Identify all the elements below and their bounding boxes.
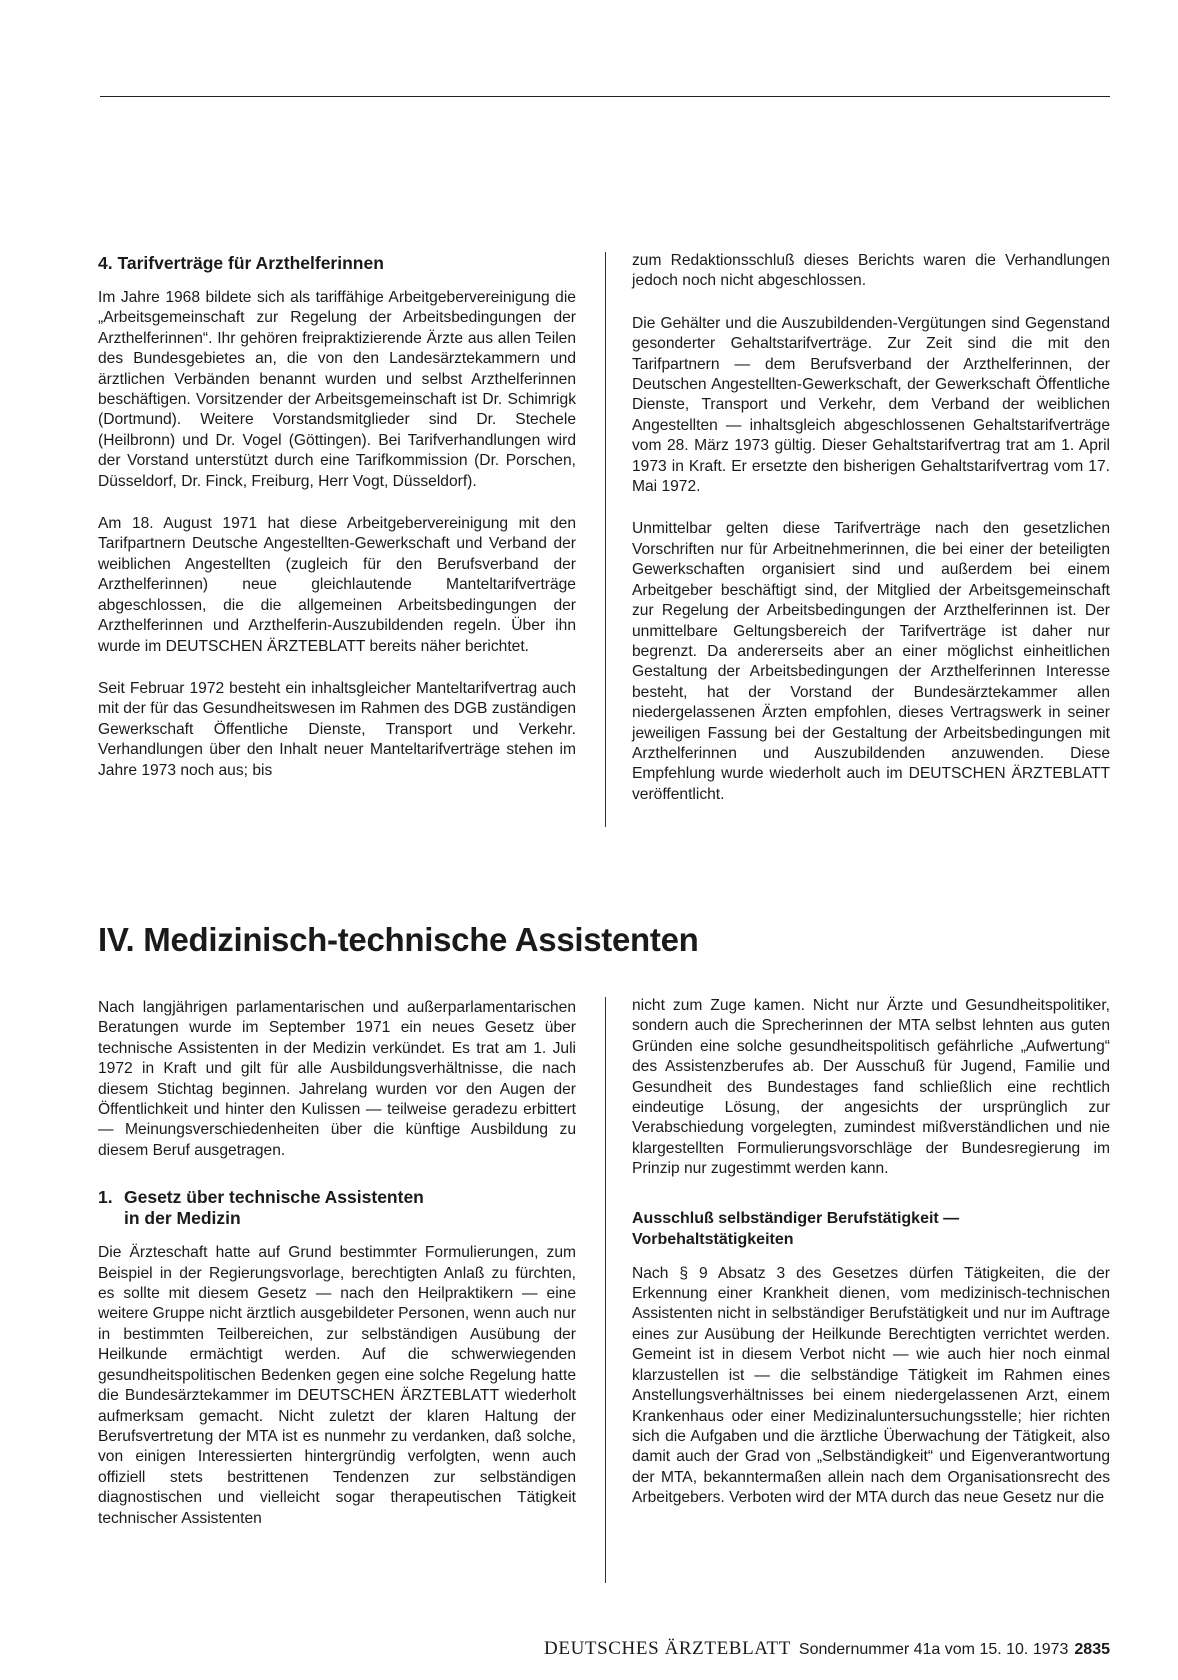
subsection2-heading-line1: Ausschluß selbständiger Berufstätigkeit — [632,1209,960,1227]
chapter-intro-paragraph: Nach langjährigen parlamentarischen und außerparlamentarischen Beratungen wurde im September 1971 ein neues Gesetz über technische Assistenten in der Medizin verkündet. Es trat am 1. Juli 1972 in Kraft und gilt für alle Ausbildungsverhältnisse, die nach diesem Stichtag beginnen. Jahrelang wurden vor den Augen der Öffentlichkeit und hinter den Kulissen — teilweise geradezu erbittert — Meinungsverschiedenheiten über die künftige Ausbildung zu diesem Beruf ausgetragen. [98,999,576,1159]
section4-left-paragraph: Im Jahre 1968 bildete sich als tariffähige Arbeitgebervereinigung die „Arbeitsgemeinschaft zur Regelung der Arbeitsbedingungen der Arzthelferinnen“. Ihr gehören freipraktizierende Ärzte aus allen Teilen des Bundesgebietes an, die von den Landesärztekammern und ärztlichen Verbänden benannt wurden und selbst Arzthelferinnen beschäftigen. Vorsitzender der Arbeitsgemeinschaft ist Dr. Schimrigk (Dortmund). Weitere Vorstandsmitglieder sind Dr. Stechele (Heilbronn) und Dr. Vogel (Göttingen). Bei Tarifverhandlungen wird der Vorstand unterstützt durch eine Tarifkommission (Dr. Porschen, Düsseldorf, Dr. Finck, Freiburg, Herr Vogt, Düsseldorf). [98,289,576,490]
footer-issue: Sondernummer 41a vom 15. 10. 1973 [798,1641,1069,1658]
chapter-left-column [98,998,576,1529]
chapter-title: IV. Medizinisch-technische Assistenten [98,921,699,958]
column-divider [605,997,606,1583]
top-rule [100,96,1110,97]
footer-page-number: 2835 [1074,1641,1110,1658]
subsection1-heading-line2: in der Medizin [124,1208,241,1229]
subsection2-heading-line2: Vorbehaltstätigkeiten [632,1230,794,1248]
section4-right-paragraph: Die Gehälter und die Auszubildenden-Vergütungen sind Gegenstand gesonderter Gehaltstarifverträge. Zur Zeit sind die mit den Tarifpartnern — dem Berufsverband der Arzthelferinnen, der Deutschen Angestellten-Gewerkschaft, der Gewerkschaft Öffentliche Dienste, Transport und Verkehr, dem Verband der weiblichen Angestellten — inhaltsgleich abgeschlossenen Gehaltstarifverträge vom 28. März 1973 gültig. Dieser Gehaltstarifvertrag trat am 1. April 1973 in Kraft. Er ersetzte den bisherigen Gehaltstarifvertrag vom 17. Mai 1972. [632,314,1110,496]
footer-magazine-name: DEUTSCHES ÄRZTEBLATT [544,1638,791,1659]
section4-right-paragraph: Unmittelbar gelten diese Tarifverträge nach den gesetzlichen Vorschriften nur für Arbeitnehmerinnen, die bei einer der beteiligten Gewerkschaften organisiert sind und außerdem bei einem Arbeitgeber beschäftigt sind, der Mitglied der Arbeitsgemeinschaft zur Regelung der Arbeitsbedingungen der Arzthelferinnen ist. Der unmittelbare Geltungsbereich der Tarifverträge ist daher nur begrenzt. Da andererseits aber an einer möglichst einheitlichen Gestaltung der Arbeitsbedingungen der Arzthelferinnen Interesse besteht, hat der Vorstand der Bundesärztekammer allen niedergelassenen Ärzten empfohlen, dieses Vertragswerk in seiner jeweiligen Fassung bei der Gestaltung der Arbeitsbedingungen mit Arzthelferinnen und Auszubildenden anzuwenden. Diese Empfehlung wurde wiederholt auch im DEUTSCHEN ÄRZTEBLATT veröffentlicht. [632,520,1110,803]
section4-left-paragraph: Seit Februar 1972 besteht ein inhaltsgleicher Manteltarifvertrag auch mit der für das Gesundheitswesen im Rahmen des DGB zuständigen Gewerkschaft Öffentliche Dienste, Transport und Verkehr. Verhandlungen über den Inhalt neuer Manteltarifverträge stehen im Jahre 1973 noch aus; bis [98,679,576,779]
subsection2-paragraph: Nach § 9 Absatz 3 des Gesetzes dürfen Tätigkeiten, die der Erkennung einer Krankheit dienen, vom medizinisch-technischen Assistenten nicht in selbständiger Berufstätigkeit und nur im Auftrage eines zur Ausübung der Heilkunde Berechtigten verrichtet werden. Gemeint ist in diesem Verbot nicht — wie auch hier noch einmal klarzustellen ist — die selbständige Tätigkeit im Rahmen eines Anstellungsverhältnisses bei einem niedergelassenen Arzt, einem Krankenhaus oder einer Medizinaluntersuchungsstelle; hier richten sich die Aufgaben und die ärztliche Überwachung der Tätigkeit, also damit auch der Grad von „Selbständigkeit“ und Eigenverantwortung der MTA, bekanntermaßen allein nach dem Organisationsrecht des Arbeitgebers. Verboten wird der MTA durch das neue Gesetz nur die [632,1264,1110,1507]
section4-heading: 4. Tarifverträge für Arzthelferinnen [98,253,384,273]
subsection2-heading [632,1208,1110,1250]
section4-left-column [98,253,576,781]
chapter-right-column [632,996,1110,1509]
subsection1-heading-line1: Gesetz über technische Assistenten [124,1187,424,1208]
subsection1-number: 1. [98,1187,113,1208]
section4-right-column [632,251,1110,805]
section4-left-paragraph: Am 18. August 1971 hat diese Arbeitgebervereinigung mit den Tarifpartnern Deutsche Angestellten-Gewerkschaft und Verband der weiblichen Angestellten (zugleich für den Berufsverband der Arzthelferinnen) neue gleichlautende Manteltarifverträge abgeschlossen, die die allgemeinen Arbeitsbedingungen der Arzthelferinnen und Arzthelferin-Auszubildenden regeln. Über ihn wurde im DEUTSCHEN ÄRZTEBLATT bereits näher berichtet. [98,515,576,655]
section4-right-paragraph: zum Redaktionsschluß dieses Berichts waren die Verhandlungen jedoch noch nicht abgeschlossen. [632,252,1110,290]
subsection1-paragraph: Die Ärzteschaft hatte auf Grund bestimmter Formulierungen, zum Beispiel in der Regierungsvorlage, berechtigten Anlaß zu fürchten, es sollte mit diesem Gesetz — nach den Heilpraktikern — eine weitere Gruppe nicht ärztlich ausgebildeter Personen, wenn auch nur in bestimmten Teilbereichen, zur selbständigen Ausübung der Heilkunde ermächtigt werden. Auf die schwerwiegenden gesundheitspolitischen Bedenken gegen eine solche Regelung hatte die Bundesärztekammer im DEUTSCHEN ÄRZTEBLATT wiederholt aufmerksam gemacht. Nicht zuletzt der klaren Haltung der Berufsvertretung der MTA ist es nunmehr zu verdanken, daß solche, von einigen Interessierten hintergründig verfolgten, wenn auch offiziell stets bestrittenen Tendenzen zur selbständigen diagnostischen und vielleicht sogar therapeutischen Tätigkeit technischer Assistenten [98,1244,576,1527]
subsection1-heading [98,1187,576,1229]
column-divider [605,252,606,827]
chapter-right-paragraph: nicht zum Zuge kamen. Nicht nur Ärzte und Gesundheitspolitiker, sondern auch die Sprecherinnen der MTA selbst lehnten aus guten Gründen eine solche gesundheitspolitisch gefährliche „Aufwertung“ des Assistenzberufes ab. Der Ausschuß für Jugend, Familie und Gesundheit des Bundestages fand schließlich eine rechtlich eindeutige Lösung, der angesichts der ursprünglich zur Verabschiedung vorgelegten, zumindest mißverständlichen und nie klargestellten Formulierungsvorschläge der Bundesregierung im Prinzip nur zugestimmt werden kann. [632,997,1110,1178]
page-footer [544,1638,1110,1661]
